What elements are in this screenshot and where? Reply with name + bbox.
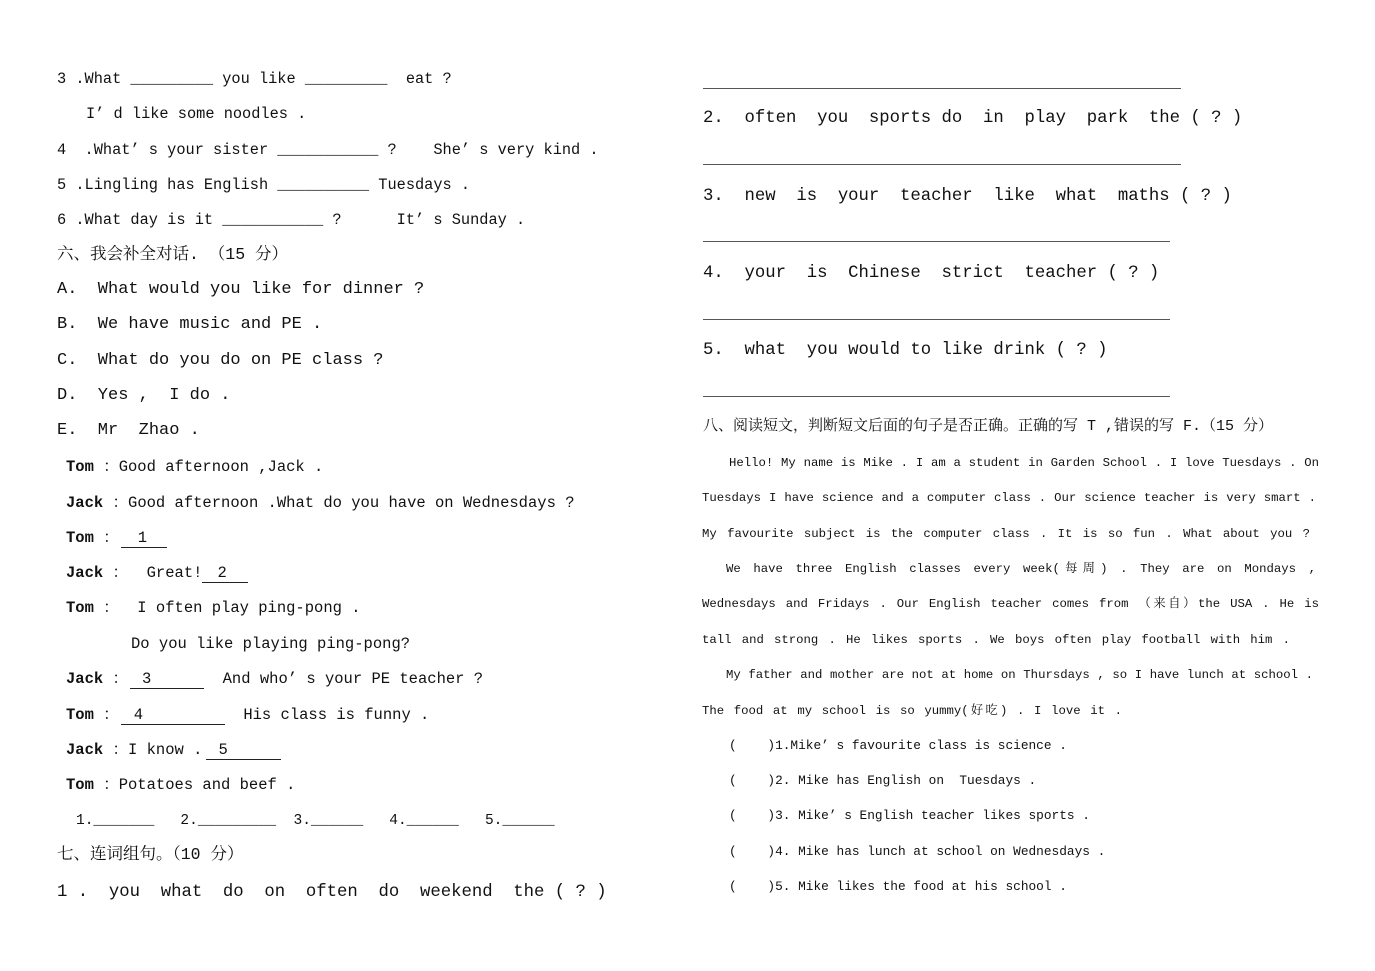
true-false-question-2: ( )2. Mike has English on Tuesdays . (729, 773, 1037, 788)
dialogue-text-after: His class is funny . (224, 706, 430, 724)
dialogue-line-2 (66, 491, 575, 515)
fill-blank-question-3: 3 .What _________ you like _________ eat ? (57, 70, 452, 88)
option-e: E. Mr Zhao . (57, 421, 200, 440)
dialogue-line-1 (66, 455, 323, 479)
option-a: A. What would you like for dinner ? (57, 280, 425, 299)
answer-blank-4: 4 (121, 706, 225, 725)
dialogue-line-10 (66, 773, 295, 797)
word-order-item-3: 3. new is your teacher like what maths ( ? ) (703, 187, 1232, 206)
dialogue-text: ： (93, 529, 119, 547)
word-order-item-4: 4. your is Chinese strict teacher ( ? ) (703, 264, 1160, 283)
speaker-name: Jack (66, 494, 104, 512)
section-7-heading: 七、连词组句。（10 分） (57, 845, 244, 864)
answer-rule-3 (703, 241, 1170, 242)
dialogue-line-8 (66, 703, 429, 727)
fill-blank-answer-3: I’ d like some noodles . (86, 105, 307, 123)
dialogue-text: Do you like playing ping-pong? (131, 635, 411, 653)
answer-blank-5: 5 (206, 741, 281, 760)
true-false-question-1: ( )1.Mike’ s favourite class is science . (729, 738, 1067, 753)
passage-line-6: tall and strong . He likes sports . We boys often play football with him . (702, 633, 1290, 647)
dialogue-text: ： Great! (103, 564, 203, 582)
dialogue-text: ：Good afternoon ,Jack . (93, 458, 324, 476)
passage-line-3: My favourite subject is the computer class . It is so fun . What about you ? (702, 527, 1310, 541)
dialogue-line-4 (66, 561, 248, 585)
answer-rule-4 (703, 319, 1170, 320)
answer-blanks-row: 1._______ 2._________ 3.______ 4.______ 5.______ (76, 813, 555, 829)
speaker-name: Tom (66, 776, 94, 794)
dialogue-text: ：Potatoes and beef . (93, 776, 296, 794)
dialogue-line-9 (66, 738, 281, 762)
passage-line-2: Tuesdays I have science and a computer class . Our science teacher is very smart . (702, 491, 1316, 505)
passage-line-4: We have three English classes every week(每周) . They are on Mondays , (726, 562, 1316, 576)
passage-line-8: The food at my school is so yummy(好吃) . I love it . (702, 704, 1122, 718)
fill-blank-question-6: 6 .What day is it ___________ ? It’ s Sunday . (57, 211, 526, 229)
dialogue-line-6 (131, 632, 410, 656)
section-8-heading: 八、阅读短文，判断短文后面的句子是否正确。正确的写 T ,错误的写 F.（15 分） (703, 418, 1274, 435)
answer-rule-1 (703, 88, 1181, 89)
passage-line-5: Wednesdays and Fridays . Our English teacher comes from （来自）the USA . He is (702, 597, 1319, 611)
passage-line-7: My father and mother are not at home on Thursdays , so I have lunch at school . (726, 668, 1313, 682)
section-6-heading: 六、我会补全对话. （15 分） (57, 245, 289, 264)
fill-blank-question-4: 4 .What’ s your sister ___________ ? She’ s very kind . (57, 141, 599, 159)
option-d: D. Yes , I do . (57, 386, 231, 405)
fill-blank-question-5: 5 .Lingling has English __________ Tuesdays . (57, 176, 471, 194)
word-order-item-1: 1 . you what do on often do weekend the ( ? ) (57, 883, 607, 902)
answer-rule-2 (703, 164, 1181, 165)
speaker-name: Jack (66, 564, 104, 582)
speaker-name: Jack (66, 670, 104, 688)
dialogue-line-3 (66, 526, 167, 550)
speaker-name: Jack (66, 741, 104, 759)
true-false-question-5: ( )5. Mike likes the food at his school . (729, 879, 1067, 894)
dialogue-line-7 (66, 667, 483, 691)
speaker-name: Tom (66, 706, 94, 724)
dialogue-text: ： (103, 670, 129, 688)
dialogue-text: ：I know . (103, 741, 203, 759)
answer-blank-1: 1 (121, 529, 167, 548)
speaker-name: Tom (66, 529, 94, 547)
dialogue-text-after: And who’ s your PE teacher ? (204, 670, 484, 688)
dialogue-text: ： I often play ping-pong . (93, 599, 361, 617)
speaker-name: Tom (66, 458, 94, 476)
answer-rule-5 (703, 396, 1170, 397)
word-order-item-5: 5. what you would to like drink ( ? ) (703, 341, 1108, 360)
speaker-name: Tom (66, 599, 94, 617)
true-false-question-4: ( )4. Mike has lunch at school on Wednesdays . (729, 844, 1106, 859)
true-false-question-3: ( )3. Mike’ s English teacher likes sports . (729, 808, 1090, 823)
passage-line-1: Hello! My name is Mike . I am a student in Garden School . I love Tuesdays . On (729, 456, 1319, 470)
option-b: B. We have music and PE . (57, 315, 323, 334)
dialogue-text: ： (93, 706, 119, 724)
dialogue-text: ：Good afternoon .What do you have on Wednesdays ? (103, 494, 575, 512)
answer-blank-3: 3 (130, 670, 204, 689)
option-c: C. What do you do on PE class ? (57, 351, 384, 370)
dialogue-line-5 (66, 596, 361, 620)
word-order-item-2: 2. often you sports do in play park the ( ? ) (703, 109, 1243, 128)
answer-blank-2: 2 (202, 564, 248, 583)
